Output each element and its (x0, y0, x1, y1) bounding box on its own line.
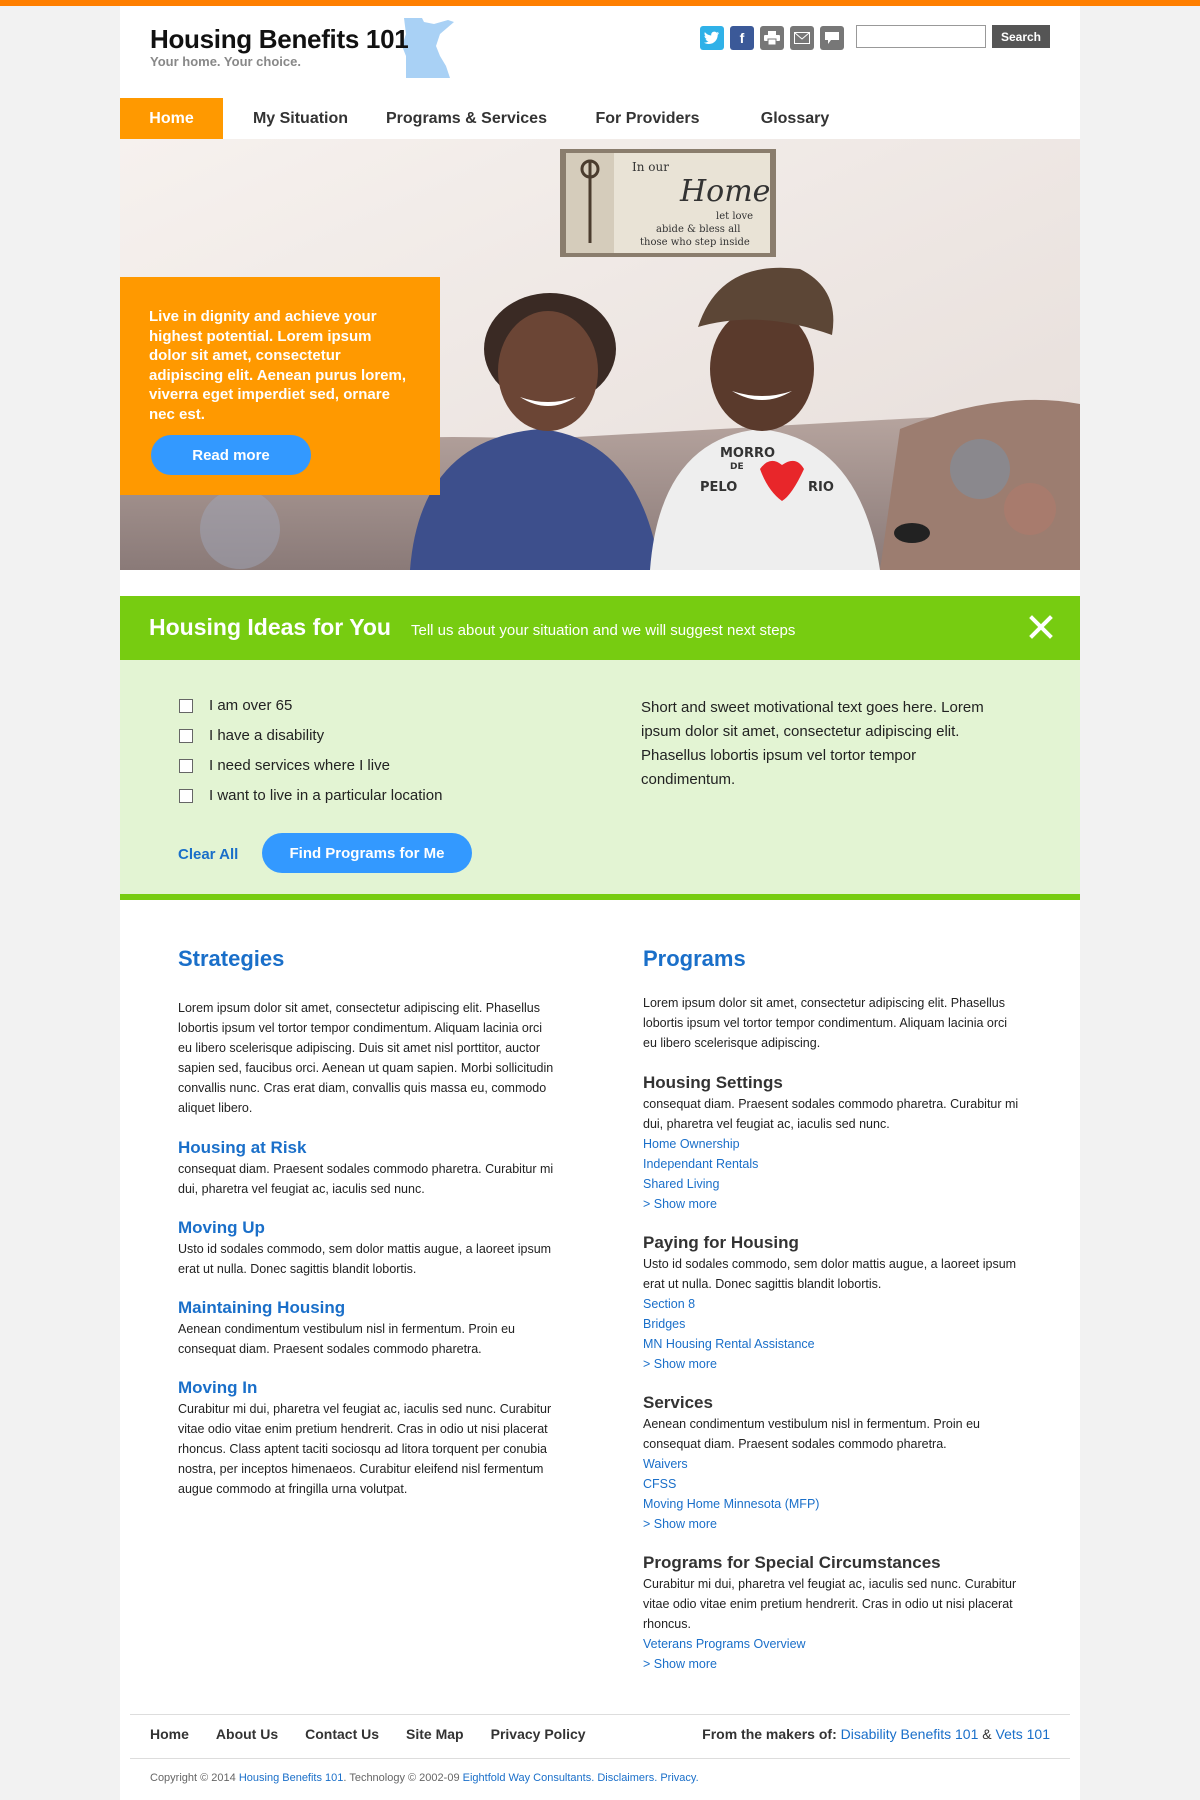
strategy-text: Curabitur mi dui, pharetra vel feugiat ac, iaculis sed nunc. Curabitur vitae odio vitae enim pretium hendrerit. Cras in odio ut nisi placerat rhoncus. Class aptent taciti sociosqu ad litora torquent per conubia nostra, per inceptos himenaeos. Curabitur eleifend nisl fermentum augue commodo at fringilla urna volutpat. (178, 1402, 552, 1496)
shirt-text-1: MORRO (720, 446, 776, 461)
program-text: Aenean condimentum vestibulum nisl in fermentum. Proin eu consequat diam. Praesent sodales commodo pharetra. (643, 1417, 980, 1451)
housing-ideas-subtitle: Tell us about your situation and we will suggest next steps (411, 622, 796, 639)
copyright-text: Copyright © 2014 Housing Benefits 101. Technology © 2002-09 Eightfold Way Consultants. Disclaimers. Privacy. (150, 1772, 699, 1784)
option-disability[interactable] (179, 727, 324, 744)
shirt-text-3: PELO (700, 480, 738, 495)
hero-banner (120, 139, 1080, 570)
link-bridges[interactable]: Bridges (643, 1317, 686, 1331)
footer-divider (130, 1758, 1070, 1759)
show-more-link[interactable]: > Show more (643, 1657, 717, 1671)
nav-item-my-situation[interactable]: My Situation (252, 109, 349, 127)
option-label: I want to live in a particular location (209, 787, 443, 804)
strategies-intro: Lorem ipsum dolor sit amet, consectetur adipiscing elit. Phasellus lobortis ipsum vel tortor tempor condimentum. Aliquam lacinia orci eu libero scelerisque adipiscing. Duis sit amet nisl porttitor, auctor sapien sed, faucibus orci. Aenean ut quam sapien. Morbi sollicitudin convallis nunc. Cras erat diam, convallis quis massa eu, commodo aliquet libero. (178, 1001, 554, 1115)
footer-link-privacy-policy[interactable]: Privacy Policy (490, 1726, 586, 1742)
housing-ideas-panel (120, 660, 1080, 900)
programs-intro: Lorem ipsum dolor sit amet, consectetur adipiscing elit. Phasellus lobortis ipsum vel tortor tempor condimentum. Aliquam lacinia orci eu libero scelerisque adipiscing. (643, 996, 1008, 1050)
nav-item-glossary[interactable]: Glossary (760, 109, 830, 127)
disability-benefits-link[interactable]: Disability Benefits 101 (840, 1726, 979, 1742)
facebook-icon[interactable]: f (730, 26, 754, 50)
checkbox[interactable] (179, 789, 193, 803)
program-section-paying-for-housing (643, 1254, 1023, 1374)
hero-promo-text: Live in dignity and achieve your highest potential. Lorem ipsum dolor sit amet, consectetur adipiscing elit. Aenean purus lorem, viverra eget imperdiet sed, ornare nec est. (149, 308, 406, 423)
page-container (120, 6, 1080, 1800)
find-programs-button[interactable]: Find Programs for Me (262, 833, 472, 873)
read-more-button[interactable]: Read more (151, 435, 311, 475)
strategy-title-moving-up[interactable]: Moving Up (178, 1218, 265, 1237)
main-nav (120, 98, 1080, 139)
site-tagline: Your home. Your choice. (150, 54, 301, 69)
disclaimers-link[interactable]: Disclaimers (597, 1772, 655, 1784)
strategy-text: consequat diam. Praesent sodales commodo pharetra. Curabitur mi dui, pharetra vel feugiat ac, iaculis sed nunc. (178, 1162, 554, 1196)
link-shared-living[interactable]: Shared Living (643, 1177, 720, 1191)
search-button[interactable]: Search (992, 25, 1050, 48)
footer-link-site-map[interactable]: Site Map (406, 1726, 464, 1742)
checkbox[interactable] (179, 699, 193, 713)
option-label: I have a disability (209, 727, 325, 744)
strategy-title-housing-at-risk[interactable]: Housing at Risk (178, 1138, 307, 1157)
sign-line-4: abide & bless all (656, 224, 741, 235)
nav-item-programs-services[interactable]: Programs & Services (386, 109, 547, 127)
copyright-mid: . Technology © 2002-09 (343, 1772, 460, 1784)
footer-nav (150, 1726, 613, 1742)
print-icon[interactable] (760, 26, 784, 50)
footer-divider (130, 1714, 1070, 1715)
sign-line-3: let love (716, 211, 754, 222)
program-text: consequat diam. Praesent sodales commodo pharetra. Curabitur mi dui, pharetra vel feugiat ac, iaculis sed nunc. (643, 1097, 1019, 1131)
clear-all-link[interactable]: Clear All (178, 846, 239, 863)
copyright-site-link[interactable]: Housing Benefits 101 (238, 1772, 344, 1784)
vets-101-link[interactable]: Vets 101 (995, 1726, 1050, 1742)
strategies-title: Strategies (178, 946, 285, 971)
nav-item-for-providers[interactable]: For Providers (595, 109, 700, 127)
program-text: Usto id sodales commodo, sem dolor mattis augue, a laoreet ipsum erat ut nulla. Donec sagittis blandit lobortis. (643, 1257, 1017, 1291)
shirt-text-4: RIO (808, 480, 834, 495)
close-icon[interactable] (1024, 610, 1058, 644)
housing-ideas-title: Housing Ideas for You (149, 614, 391, 640)
makers-label: From the makers of: (702, 1726, 837, 1742)
program-title-housing-settings: Housing Settings (643, 1073, 783, 1092)
show-more-link[interactable]: > Show more (643, 1517, 717, 1531)
strategy-title-moving-in[interactable]: Moving In (178, 1378, 258, 1397)
show-more-link[interactable]: > Show more (643, 1197, 717, 1211)
copyright-prefix: Copyright © 2014 (150, 1772, 236, 1784)
link-veterans-programs-overview[interactable]: Veterans Programs Overview (643, 1637, 806, 1651)
strategy-text: Usto id sodales commodo, sem dolor mattis augue, a laoreet ipsum erat ut nulla. Donec sagittis blandit lobortis. (178, 1242, 552, 1276)
motivational-text: Short and sweet motivational text goes here. Lorem ipsum dolor sit amet, consectetur adipiscing elit. Phasellus lobortis ipsum vel tortor tempor condimentum. (641, 699, 984, 788)
makers-and: & (982, 1726, 992, 1742)
program-title-paying-for-housing: Paying for Housing (643, 1233, 799, 1252)
twitter-icon[interactable] (700, 26, 724, 50)
program-section-housing-settings (643, 1094, 1023, 1214)
hero-promo-box (120, 277, 440, 495)
option-over-65[interactable] (179, 697, 292, 714)
footer-link-home[interactable]: Home (150, 1726, 189, 1742)
option-services[interactable] (179, 757, 390, 774)
option-label: I need services where I live (209, 757, 390, 774)
nav-item-home[interactable]: Home (120, 98, 223, 139)
comment-icon[interactable] (820, 26, 844, 50)
option-label: I am over 65 (209, 697, 293, 714)
company-link[interactable]: Eightfold Way Consultants (462, 1772, 592, 1784)
program-section-services (643, 1414, 1023, 1534)
link-moving-home-minnesota[interactable]: Moving Home Minnesota (MFP) (643, 1497, 820, 1511)
sign-line-1: In our (632, 160, 669, 174)
checkbox[interactable] (179, 729, 193, 743)
link-mn-housing-rental-assistance[interactable]: MN Housing Rental Assistance (643, 1337, 815, 1351)
program-title-special-circumstances: Programs for Special Circumstances (643, 1553, 941, 1572)
link-waivers[interactable]: Waivers (643, 1457, 688, 1471)
sign-line-2: Home (680, 174, 771, 209)
strategy-title-maintaining-housing[interactable]: Maintaining Housing (178, 1298, 346, 1317)
housing-ideas-header (120, 596, 1080, 660)
wall-sign (560, 149, 776, 257)
link-home-ownership[interactable]: Home Ownership (643, 1137, 740, 1151)
footer-link-contact-us[interactable]: Contact Us (305, 1726, 380, 1742)
site-logo-title[interactable]: Housing Benefits 101 (150, 24, 409, 54)
link-section-8[interactable]: Section 8 (643, 1297, 696, 1311)
link-cfss[interactable]: CFSS (643, 1477, 677, 1491)
program-section-special-circumstances (643, 1574, 1023, 1674)
sign-line-5: those who step inside (640, 237, 750, 248)
program-text: Curabitur mi dui, pharetra vel feugiat ac, iaculis sed nunc. Curabitur vitae odio vitae enim pretium hendrerit. Cras in odio ut nisi placerat rhoncus. (643, 1577, 1017, 1631)
shirt-text-2: DE (730, 462, 744, 472)
makers-credit (702, 1726, 1050, 1742)
strategy-text: Aenean condimentum vestibulum nisl in fermentum. Proin eu consequat diam. Praesent sodales commodo pharetra. (178, 1322, 515, 1356)
footer-link-about-us[interactable]: About Us (215, 1726, 279, 1742)
social-toolbar (700, 26, 844, 50)
option-location[interactable] (179, 787, 442, 804)
search-input[interactable] (856, 25, 986, 48)
link-independant-rentals[interactable]: Independant Rentals (643, 1157, 759, 1171)
email-icon[interactable] (790, 26, 814, 50)
programs-title: Programs (643, 946, 746, 971)
program-title-services: Services (643, 1393, 713, 1412)
show-more-link[interactable]: > Show more (643, 1357, 717, 1371)
checkbox[interactable] (179, 759, 193, 773)
privacy-link[interactable]: Privacy (660, 1772, 696, 1784)
